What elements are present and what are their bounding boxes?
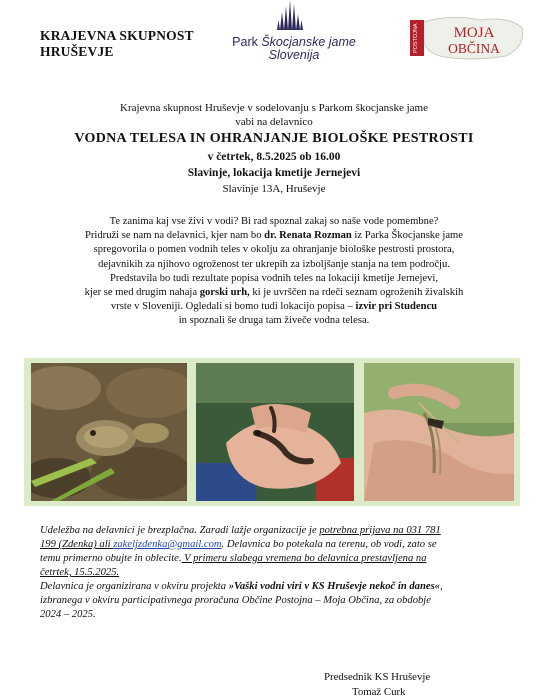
desc-line: Te zanima kaj vse živi v vodi? Bi rad spoznal zakaj so naše vode pomembne? (109, 216, 439, 227)
email-link[interactable]: zakeljzdenka@gmail.com (113, 539, 222, 550)
moja-side-text: POSTOJNA (413, 23, 419, 53)
event-address: Slavinje 13A, Hruševje (222, 183, 326, 195)
event-location: Slavinje, lokacija kmetije Jernejevi (187, 167, 361, 179)
event-datetime: v četrtek, 8.5.2025 ob 16.00 (207, 151, 341, 163)
rain-notice: V primeru slabega vremena bo delavnica prestavljena na (181, 553, 427, 564)
park-prefix: Park (232, 35, 258, 49)
insect-larva-photo (364, 363, 514, 501)
park-country: Slovenija (268, 48, 320, 62)
rain-date: četrtek, 15.5.2025. (40, 567, 120, 578)
signer-name: Tomaž Curk (352, 686, 406, 698)
desc-line: Pridruži se nam na delavnici, kjer nam bo dr. Renata Rozman iz Parka Škocjanske jame (85, 230, 463, 242)
desc-line: Predstavila bo tudi rezultate popisa vodnih teles na lokaciji kmetije Jernejevi, (109, 272, 439, 284)
desc-line: in spoznali še druga tam živeče vodna telesa. (178, 315, 370, 327)
desc-line: spregovorila o pomen vodnih teles v okolju za ohranjanje biološke pestrosti prostora, (93, 244, 455, 256)
info-line: 199 (Zdenka) ali zakeljzdenka@gmail.com. Delavnica bo potekala na terenu, ob vodi, zato se (40, 539, 437, 550)
site-name: izvir pri Studencu (355, 301, 438, 313)
moja-line-1: MOJA (453, 25, 495, 41)
registration-phone: potrebna prijava na 031 781 (319, 525, 441, 536)
desc-line: kjer se med drugim nahaja gorski urh, ki je uvrščen na rdeči seznam ogroženih živalskih (84, 287, 464, 299)
info-line: 2024 – 2025. (40, 609, 96, 620)
moja-line-2: OBČINA (448, 41, 500, 56)
desc-line: dejavnikih za njihovo ogroženost ter ukrepih za izboljšanje stanja na tem področju. (98, 258, 450, 270)
info-line: temu primerno obujte in oblecite. V primeru slabega vremena bo delavnica prestavljena na (40, 553, 427, 564)
moja-obcina-logo (410, 16, 526, 60)
info-line: izbranega v okviru participativnega proračuna Občine Postojna – Moja Občina, za obdobje (40, 595, 431, 606)
project-name: »Vaški vodni viri v KS Hruševje nekoč in danes« (228, 581, 440, 592)
participation-info (40, 524, 508, 622)
signer-role: Predsednik KS Hruševje (324, 671, 431, 683)
desc-line: vrste v Sloveniji. Ogledali si bomo tudi lokacijo popisa – izvir pri Studencu (110, 301, 438, 313)
park-name (224, 36, 364, 62)
toad-photo (31, 363, 187, 501)
event-description (30, 215, 518, 329)
org-line-1: KRAJEVNA SKUPNOST (40, 28, 194, 43)
invitation-line-1: Krajevna skupnost Hruševje v sodelovanju s Parkom škocjanske jame (120, 102, 428, 114)
organization-name (40, 28, 194, 60)
info-line: Delavnica je organizirana v okviru projekta »Vaški vodni viri v KS Hruševje nekoč in danes«, (40, 581, 443, 592)
species-name: gorski urh, (199, 287, 250, 299)
info-line: Udeležba na delavnici je brezplačna. Zaradi lažje organizacije je potrebna prijava na 031 781 (40, 525, 441, 536)
invitation-line-2: vabi na delavnico (235, 116, 313, 128)
signature-block (324, 670, 484, 700)
newt-in-hands-photo (196, 363, 354, 501)
org-line-2: HRUŠEVJE (40, 44, 114, 59)
park-title: Škocjanske jame (261, 35, 356, 49)
speaker-name: dr. Renata Rozman (264, 230, 352, 242)
event-title: VODNA TELESA IN OHRANJANJE BIOLOŠKE PESTROSTI (74, 131, 474, 146)
